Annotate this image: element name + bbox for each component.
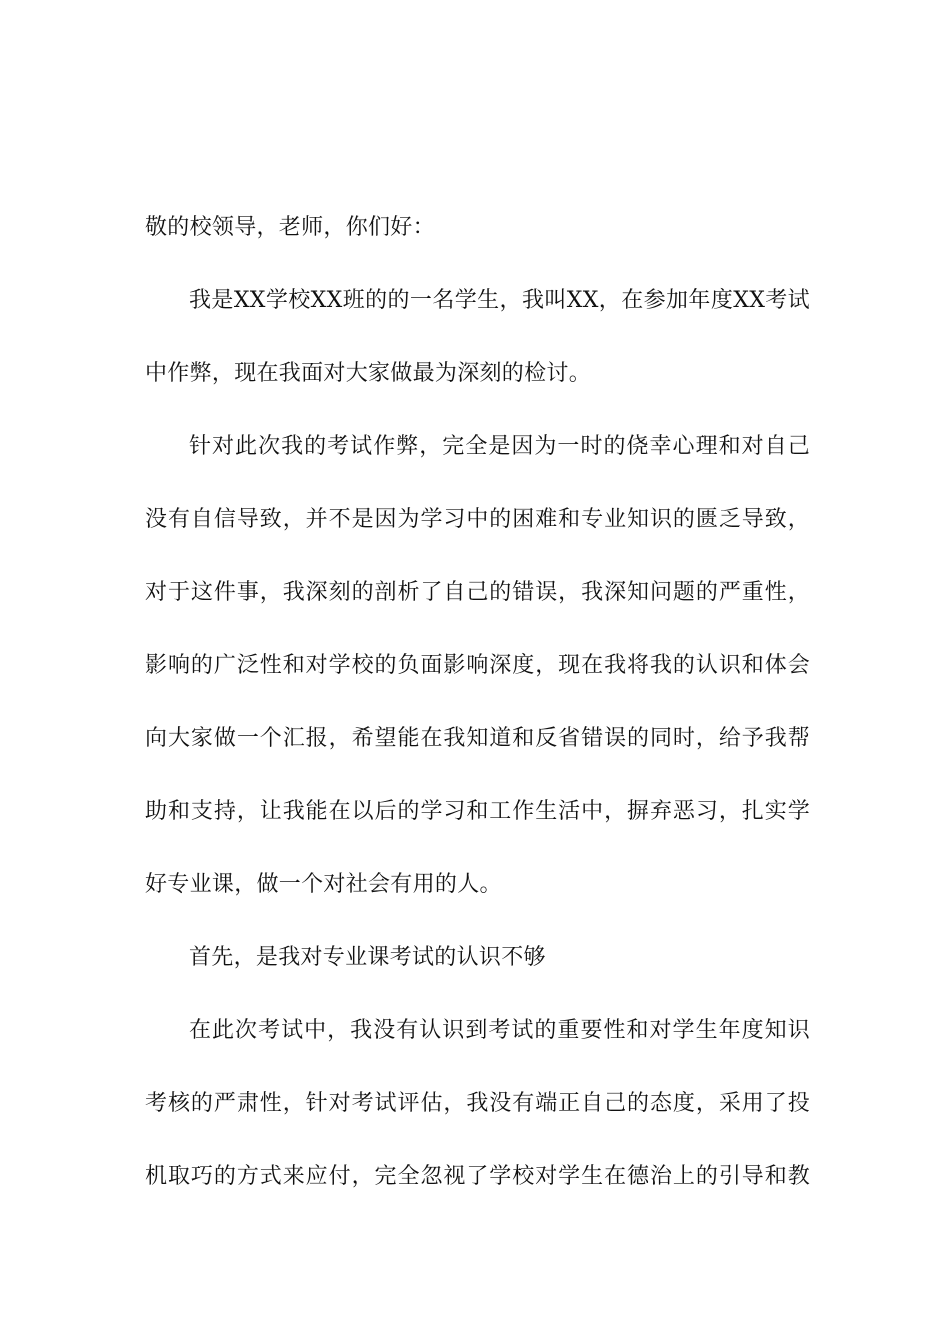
paragraph-1-line-1: 我是XX学校XX班的的一名学生，我叫XX，在参加年度XX考试 — [189, 288, 810, 313]
paragraph-2-line-7: 好专业课，做一个对社会有用的人。 — [145, 872, 502, 897]
paragraph-2-line-5: 向大家做一个汇报，希望能在我知道和反省错误的同时，给予我帮 — [145, 726, 810, 751]
paragraph-3-line-3: 机取巧的方式来应付，完全忽视了学校对学生在德治上的引导和教 — [145, 1164, 810, 1189]
paragraph-2-line-2: 没有自信导致，并不是因为学习中的困难和专业知识的匮乏导致， — [145, 507, 810, 532]
paragraph-3-line-2: 考核的严肃性，针对考试评估，我没有端正自己的态度，采用了投 — [145, 1091, 810, 1116]
salutation-line: 敬的校领导，老师，你们好： — [145, 215, 435, 240]
paragraph-2-line-1: 针对此次我的考试作弊，完全是因为一时的侥幸心理和对自己 — [189, 434, 810, 459]
paragraph-1-line-2: 中作弊，现在我面对大家做最为深刻的检讨。 — [145, 361, 592, 386]
paragraph-2-line-4: 影响的广泛性和对学校的负面影响深度，现在我将我的认识和体会 — [145, 653, 810, 678]
paragraph-3-line-1: 在此次考试中，我没有认识到考试的重要性和对学生年度知识 — [189, 1018, 810, 1043]
section-heading: 首先，是我对专业课考试的认识不够 — [189, 945, 546, 970]
paragraph-2-line-3: 对于这件事，我深刻的剖析了自己的错误，我深知问题的严重性， — [145, 580, 810, 605]
paragraph-2-line-6: 助和支持，让我能在以后的学习和工作生活中，摒弃恶习，扎实学 — [145, 799, 810, 824]
